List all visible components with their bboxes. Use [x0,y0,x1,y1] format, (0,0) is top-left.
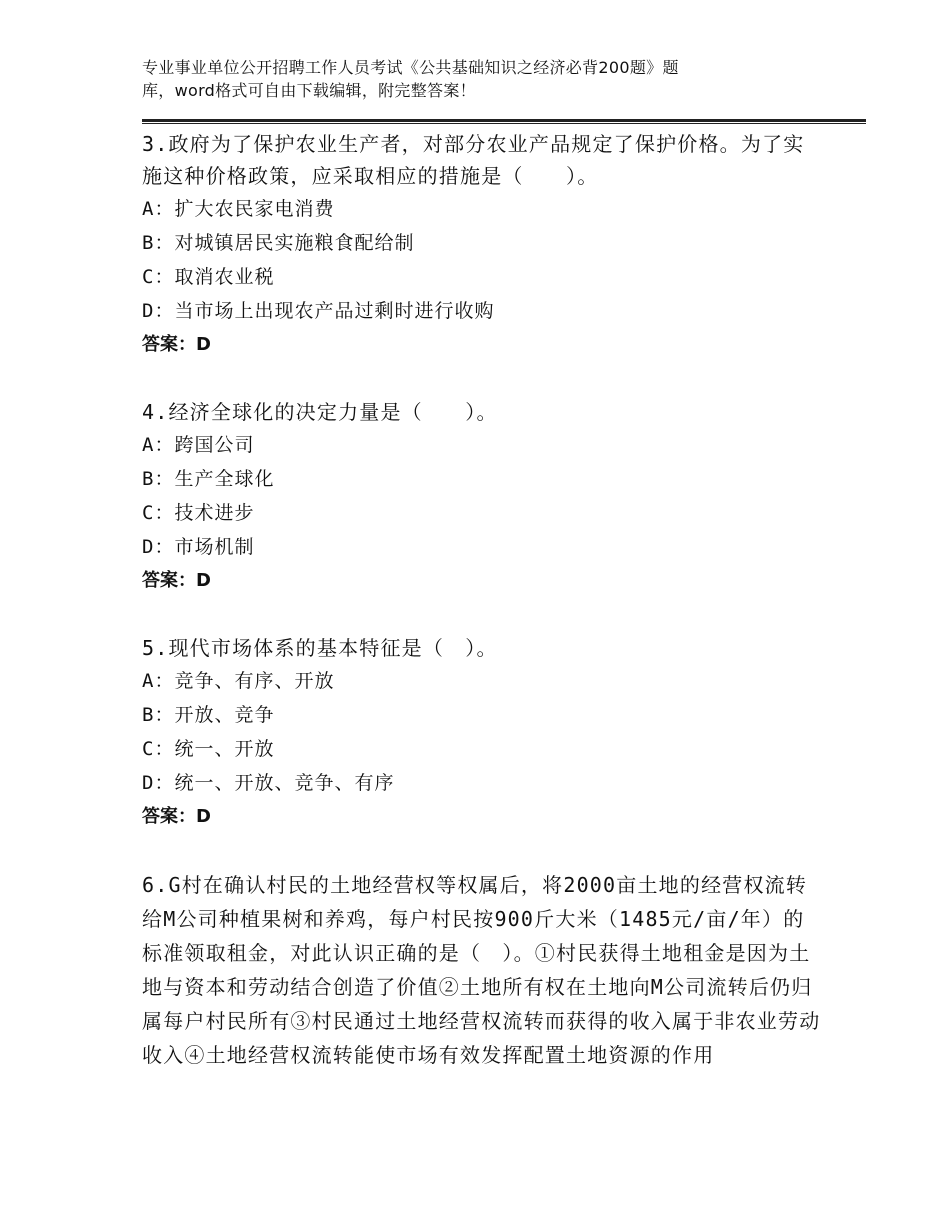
header-title-line-1: 专业事业单位公开招聘工作人员考试《公共基础知识之经济必背200题》题 [142,58,679,77]
option-d: D：当市场上出现农产品过剩时进行收购 [142,300,495,322]
question-stem: 5.现代市场体系的基本特征是（ ）。 [142,636,498,660]
question-stem: 4.经济全球化的决定力量是（ ）。 [142,400,498,424]
spacer [142,598,822,632]
spacer [142,834,822,868]
option-c: C：技术进步 [142,502,255,524]
option-b: B：对城镇居民实施粮食配给制 [142,232,415,254]
question-list [142,128,822,1072]
question-stem: 6.G村在确认村民的土地经营权等权属后，将2000亩土地的经营权流转给M公司种植果树和养鸡，每户村民按900斤大米（1485元/亩/年）的标准领取租金，对此认识正确的是（ ）。①村民获得土地租金是因为土地与资本和劳动结合创造了价值②土地所有权在土地向M公司流转后仍归属每户村民所有③村民通过土地经营权流转而获得的收入属于非农业劳动收入④土地经营权流转能使市场有效发挥配置土地资源的作用 [142,873,821,1067]
document-header [142,56,782,102]
option-b: B：开放、竞争 [142,704,275,726]
answer: 答案：D [142,334,211,355]
spacer [142,362,822,396]
answer: 答案：D [142,570,211,591]
question-5 [142,632,822,834]
option-c: C：统一、开放 [142,738,275,760]
option-d: D：统一、开放、竞争、有序 [142,772,395,794]
header-title-line-2: 库，word格式可自由下载编辑，附完整答案！ [142,81,476,100]
question-4 [142,396,822,598]
option-d: D：市场机制 [142,536,255,558]
option-a: A：竞争、有序、开放 [142,670,335,692]
question-3 [142,128,822,362]
answer: 答案：D [142,806,211,827]
question-stem: 3.政府为了保护农业生产者，对部分农业产品规定了保护价格。为了实施这种价格政策，应采取相应的措施是（ ）。 [142,132,805,188]
header-divider [142,119,866,124]
option-a: A：扩大农民家电消费 [142,198,335,220]
option-c: C：取消农业税 [142,266,275,288]
option-a: A：跨国公司 [142,434,255,456]
question-6 [142,868,822,1072]
option-b: B：生产全球化 [142,468,275,490]
